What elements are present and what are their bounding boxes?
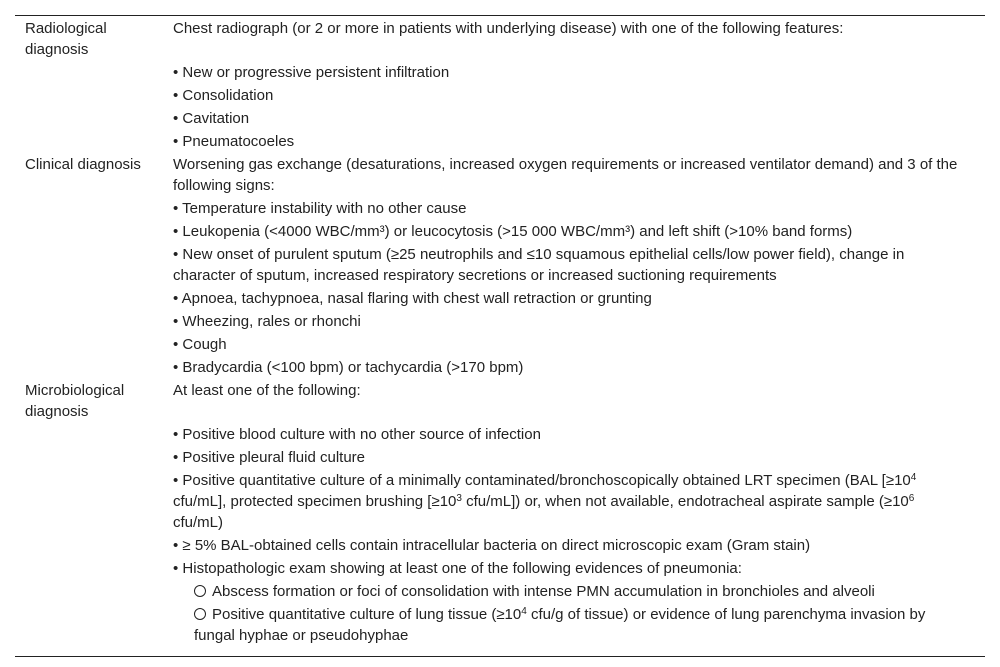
culture-text-3: cfu/mL]) or, when not available, endotracheal aspirate sample (≥10 [461,493,909,510]
sub-item-text-2: cfu/g of tissue) or evidence of lung parenchyma invasion by fungal hyphae or pseudohyphae [194,606,926,644]
row-intro: Worsening gas exchange (desaturations, increased oxygen requirements or increased ventilator demand) and 3 of the following signs: [173,156,958,194]
list-item: • Positive blood culture with no other source of infection [173,426,541,443]
list-item: • Bradycardia (<100 bpm) or tachycardia (>170 bpm) [173,359,524,376]
exponent: 4 [910,472,917,483]
list-item: • Wheezing, rales or rhonchi [173,313,361,330]
circle-bullet-icon [194,585,206,597]
list-item-quantitative-culture [173,470,963,533]
circle-bullet-icon [194,608,206,620]
list-item: • Histopathologic exam showing at least one of the following evidences of pneumonia: [173,560,742,577]
list-item: • Cavitation [173,110,250,127]
list-item: • New or progressive persistent infiltration [173,64,450,81]
list-item: • Positive pleural fluid culture [173,449,366,466]
list-item: • Pneumatocoeles [173,133,295,150]
list-item: • Temperature instability with no other cause [173,200,467,217]
table-row-clinical [15,154,985,380]
sub-item-text: Abscess formation or foci of consolidation with intense PMN accumulation in bronchioles and alveoli [212,583,875,600]
row-intro: At least one of the following: [173,382,361,399]
row-content [173,18,985,154]
culture-text-4: cfu/mL) [173,514,224,531]
culture-text-2: cfu/mL], protected specimen brushing [≥10 [173,493,457,510]
row-label: Microbiological diagnosis [25,382,125,420]
exponent: 4 [521,606,527,617]
list-item: • New onset of purulent sputum (≥25 neutrophils and ≤10 squamous epithelial cells/low power field), change in character of sputum, increased respiratory secretions or increased suctioning requirements [173,246,905,284]
exponent: 3 [456,493,462,504]
sub-item-text-1: Positive quantitative culture of lung tissue (≥10 [212,606,522,623]
list-item: • Consolidation [173,87,274,104]
criteria-table [15,15,985,657]
table-row-radiological [15,16,985,154]
table-row-microbiological [15,380,985,648]
list-item: • Leukopenia (<4000 WBC/mm³) or leucocytosis (>15 000 WBC/mm³) and left shift (>10% band forms) [173,223,853,240]
sub-list-item [173,581,963,602]
row-label: Clinical diagnosis [25,156,141,173]
row-intro: Chest radiograph (or 2 or more in patients with underlying disease) with one of the following features: [173,20,844,37]
culture-text-1: • Positive quantitative culture of a minimally contaminated/bronchoscopically obtained LRT specimen (BAL [≥10 [173,472,911,489]
list-item: • ≥ 5% BAL-obtained cells contain intracellular bacteria on direct microscopic exam (Gram stain) [173,537,811,554]
row-content [173,154,985,380]
list-item: • Cough [173,336,227,353]
exponent: 6 [908,493,915,504]
sub-list-item [173,604,963,646]
row-content [173,380,985,648]
row-label: Radiological diagnosis [25,20,107,58]
list-item: • Apnoea, tachypnoea, nasal flaring with chest wall retraction or grunting [173,290,652,307]
